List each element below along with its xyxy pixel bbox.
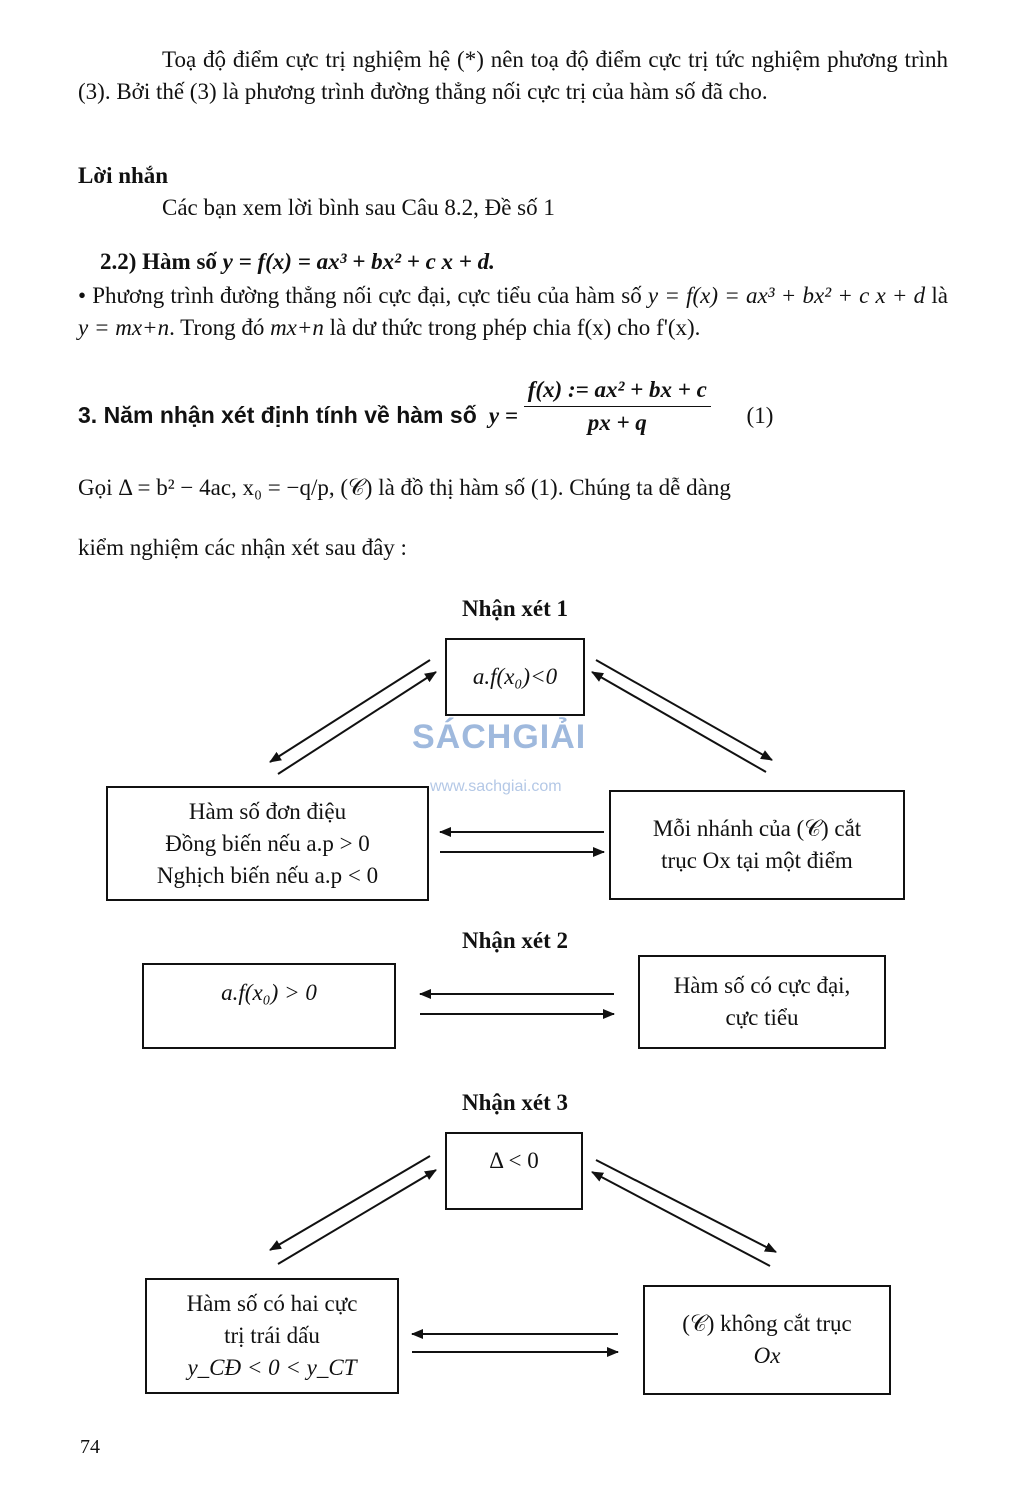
watermark-logo: SÁCHGIẢI [412,718,587,756]
remark-3-title: Nhận xét 3 [461,1090,569,1115]
remark-2-left-box: a.f(x₀) > 0 [142,963,396,1049]
bullet-paragraph: • Phương trình đường thẳng nối cực đại, cực tiểu của hàm số y = f(x) = ax³ + bx² + c x + d là y = mx+n. Trong đó mx+n là dư thức trong phép chia f(x) cho f'(x). [78,283,948,340]
note-heading: Lời nhắn [78,163,169,188]
arrow-r3-left-to-top [278,1170,436,1264]
arrow-r3-top-to-right [596,1160,776,1252]
arrow-r3-right-to-top [592,1172,770,1266]
verify-line: kiểm nghiệm các nhận xét sau đây : [78,535,407,560]
arrow-r1-right-to-top [592,672,766,772]
remark-3-left-box: Hàm số có hai cực trị trái dấu y_CĐ < 0 < y_CT [145,1278,399,1394]
paragraph-intro: Toạ độ điểm cực trị nghiệm hệ (*) nên toạ độ điểm cực trị tức nghiệm phương trình (3). Bởi thế (3) là phương trình đường thẳng nối cực trị của hàm số đã cho. [78,47,948,104]
arrow-r1-top-to-right [596,660,772,760]
remark-1-top-box: a.f(x₀)<0 [445,638,585,716]
arrow-r1-left-to-top [278,672,436,774]
remark-1-title: Nhận xét 1 [461,596,569,621]
section-2-2-heading: 2.2) Hàm số y = f(x) = ax³ + bx² + c x + d. [100,249,495,274]
arrow-r3-top-to-left [270,1156,430,1250]
section-3-heading: 3. Năm nhận xét định tính về hàm số y = $\frac{\text{f(x) := ax² + bx + c}}{px + q}$ (1) [78,396,948,439]
arrow-r1-top-to-left [270,660,430,762]
remark-3-top-box: Δ < 0 [445,1132,583,1210]
page-number: 74 [80,1436,100,1458]
definitions-line: Gọi Δ = b² − 4ac, x₀ = −q/p, (𝒞) là đồ thị hàm số (1). Chúng ta dễ dàng [78,475,731,500]
remark-2-right-box: Hàm số có cực đại, cực tiểu [638,955,886,1049]
remark-1-left-box: Hàm số đơn điệu Đồng biến nếu a.p > 0 Nghịch biến nếu a.p < 0 [106,786,429,901]
note-text: Các bạn xem lời bình sau Câu 8.2, Đề số 1 [162,195,555,220]
remark-2-title: Nhận xét 2 [461,928,569,953]
watermark-url: www.sachgiai.com [430,778,562,795]
remark-3-right-box: (𝒞) không cắt trục Ox [643,1285,891,1395]
remark-1-right-box: Mỗi nhánh của (𝒞) cắt trục Ox tại một điểm [609,790,905,900]
